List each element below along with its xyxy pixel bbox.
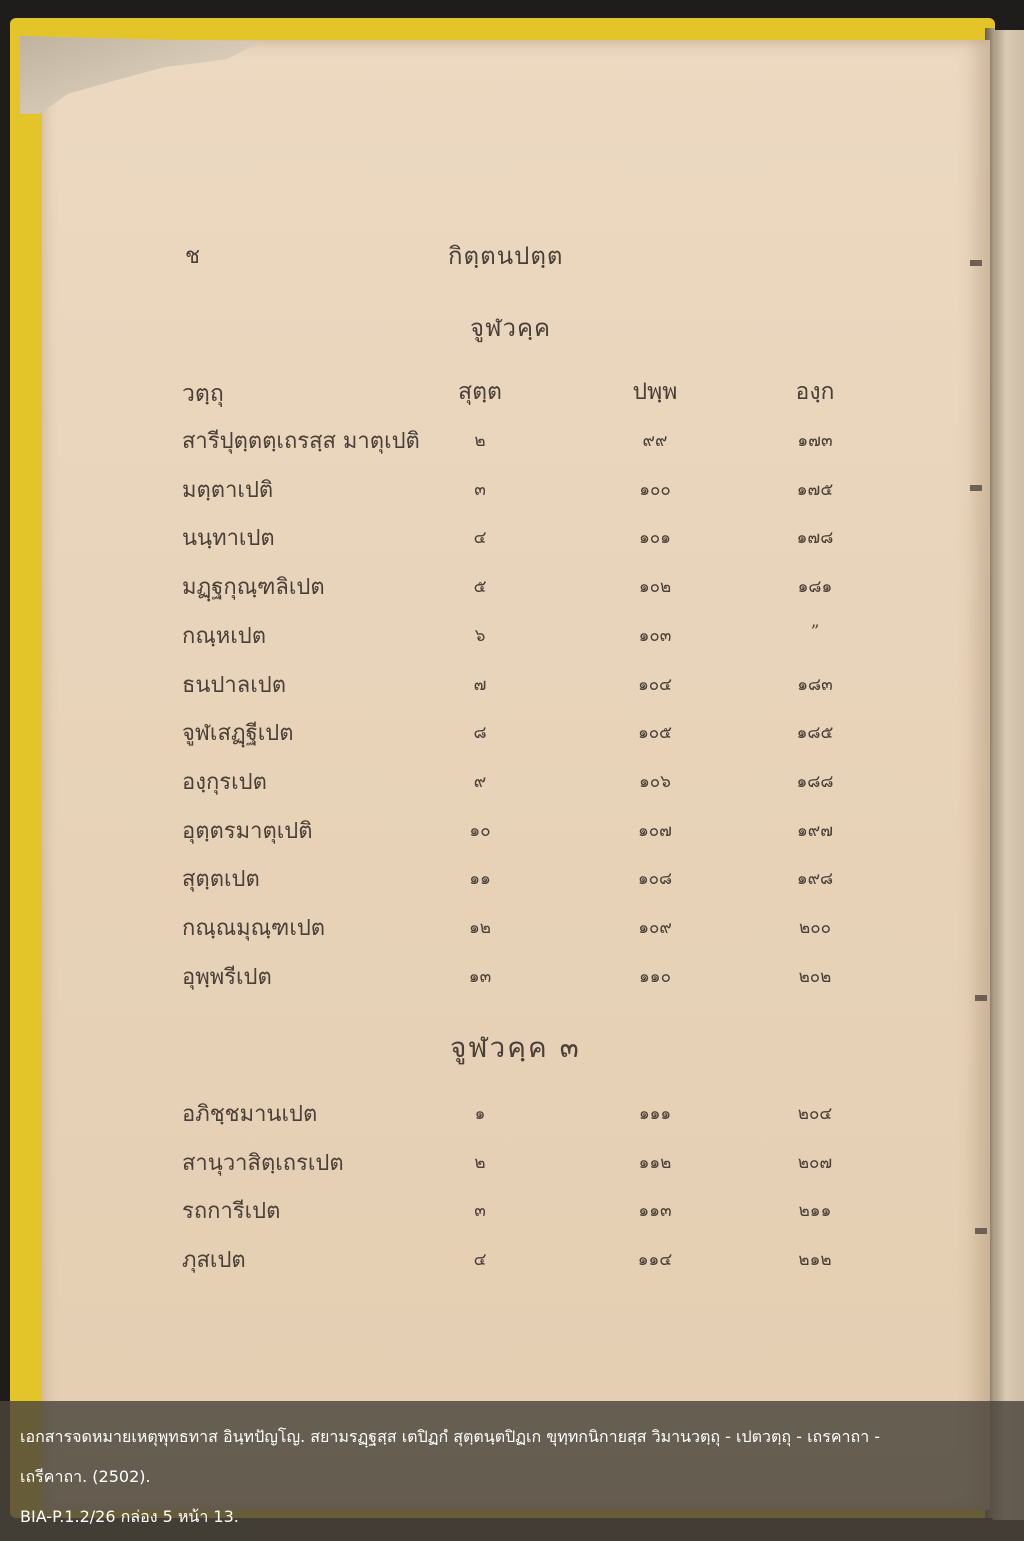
table-row xyxy=(0,417,1024,457)
row-c2: ๑๐๕ xyxy=(637,723,673,744)
row-c2: ๑๐๙ xyxy=(638,918,672,938)
page-title: กิตฺตนปตฺต xyxy=(448,242,564,270)
row-c3: ๒๐๒ xyxy=(798,966,832,987)
section2-title: จูฬวคฺค ๓ xyxy=(450,1031,581,1064)
row-c3: ๑๙๘ xyxy=(796,869,834,890)
binding-mark xyxy=(970,260,982,266)
table-row xyxy=(0,758,1024,798)
row-c2: ๑๐๐ xyxy=(639,479,671,500)
column-header-row xyxy=(0,370,1024,410)
column-header-name: วตฺถุ xyxy=(182,381,224,407)
row-c3: ๒๐๗ xyxy=(797,1152,833,1173)
table-row xyxy=(0,855,1024,895)
row-c3: ๑๗๕ xyxy=(796,479,834,500)
row-name: จูฬเสฏฺฐีเปต xyxy=(182,721,294,747)
table-row xyxy=(0,1236,1024,1276)
row-c3: ๑๗๓ xyxy=(797,431,833,451)
section-title: จูฬวคฺค xyxy=(470,314,552,342)
row-c1: ๙ xyxy=(473,771,487,792)
row-c2: ๑๐๔ xyxy=(637,674,673,695)
table-row xyxy=(0,1090,1024,1130)
row-name: องฺกุรเปต xyxy=(182,769,267,795)
row-name: กณฺหเปต xyxy=(182,623,267,649)
row-c3: ๒๐๔ xyxy=(797,1104,833,1124)
row-c2: ๑๐๗ xyxy=(638,820,672,841)
row-c3: ๑๘๘ xyxy=(796,771,834,792)
row-c1: ๒ xyxy=(474,1152,486,1173)
row-name: ธนปาลเปต xyxy=(182,672,287,698)
binding-mark xyxy=(975,1228,987,1234)
page-letter: ช xyxy=(185,244,200,269)
row-c1: ๗ xyxy=(473,674,487,695)
row-c2: ๑๑๑ xyxy=(638,1104,672,1124)
row-c1: ๑๒ xyxy=(469,918,491,938)
caption-line-2: เถรีคาถา. (2502). xyxy=(20,1467,151,1486)
row-c1: ๖ xyxy=(474,625,486,646)
row-c1: ๔ xyxy=(473,528,487,549)
row-c3: ๒๐๐ xyxy=(799,918,831,938)
row-name: อุพฺพรีเปต xyxy=(182,964,272,990)
row-c2: ๑๐๓ xyxy=(638,625,672,646)
row-c2: ๑๑๐ xyxy=(639,966,671,987)
row-name: อภิชฺชมานเปต xyxy=(182,1102,318,1127)
row-c1: ๑ xyxy=(474,1104,486,1124)
table-row xyxy=(0,1139,1024,1179)
table-row xyxy=(0,563,1024,603)
row-c3: ๑๘๕ xyxy=(796,723,834,744)
row-c2: ๑๑๔ xyxy=(637,1250,673,1271)
row-c2: ๑๑๓ xyxy=(638,1201,672,1222)
caption-line-3: BIA-P.1.2/26 กล่อง 5 หน้า 13. xyxy=(20,1507,239,1526)
table-row xyxy=(0,953,1024,993)
row-c2: ๑๑๒ xyxy=(638,1152,672,1173)
row-name: นนฺทาเปต xyxy=(182,526,275,552)
row-c1: ๓ xyxy=(474,1201,486,1222)
row-c1: ๓ xyxy=(474,479,486,500)
row-c1: ๑๑ xyxy=(469,869,491,890)
row-name: กณฺณมุณฺฑเปต xyxy=(182,916,326,941)
row-c2: ๑๐๑ xyxy=(639,528,671,549)
table-row xyxy=(0,1187,1024,1227)
row-c3: ” xyxy=(810,621,820,642)
table-row xyxy=(0,514,1024,554)
table-row xyxy=(0,466,1024,506)
row-c3: ๑๘๑ xyxy=(797,577,833,598)
caption-bar xyxy=(0,1401,1024,1541)
row-c1: ๒ xyxy=(474,431,486,451)
column-header-sutta: สุตฺต xyxy=(458,379,502,405)
row-c3: ๑๘๓ xyxy=(797,674,833,695)
row-name: สุตฺตเปต xyxy=(182,867,260,893)
row-c3: ๑๗๘ xyxy=(796,528,834,549)
column-header-pabba: ปพฺพ xyxy=(632,379,678,405)
row-c2: ๑๐๒ xyxy=(638,577,672,598)
row-name: รถการีเปต xyxy=(182,1199,281,1225)
row-name: ภุสเปต xyxy=(182,1248,246,1274)
row-name: สานุวาสิตฺเถรเปต xyxy=(182,1150,344,1176)
row-name: มฏฺฐกุณฺฑลิเปต xyxy=(182,575,325,601)
column-header-anga: องฺก xyxy=(795,379,835,405)
table-row xyxy=(0,807,1024,847)
row-c1: ๑๓ xyxy=(468,966,492,987)
row-c2: ๙๙ xyxy=(642,431,668,451)
caption-line-1: เอกสารจดหมายเหตุพุทธทาส อินฺทปัญโญ. สยามรฏฺฐสฺส เตปิฏกํ สุตฺตนฺตปิฏเก ขุทฺทกนิกายสฺส วิมานวตฺถุ - เปตวตฺถุ - เถรคาถา - xyxy=(20,1427,881,1446)
row-c1: ๔ xyxy=(473,1250,487,1271)
table-row xyxy=(0,661,1024,701)
row-c3: ๒๑๒ xyxy=(798,1250,832,1271)
row-c1: ๕ xyxy=(473,577,487,598)
binding-mark xyxy=(975,995,987,1001)
row-c2: ๑๐๖ xyxy=(639,771,671,792)
row-name: อุตฺตรมาตุเปติ xyxy=(182,818,313,844)
row-c3: ๒๑๑ xyxy=(798,1201,832,1222)
row-c1: ๘ xyxy=(473,723,487,744)
row-name: สารีปุตฺตตฺเถรสฺส มาตุเปติ xyxy=(182,429,420,454)
row-c3: ๑๙๗ xyxy=(796,820,834,841)
table-row xyxy=(0,904,1024,944)
table-row xyxy=(0,612,1024,652)
table-row xyxy=(0,709,1024,749)
row-name: มตฺตาเปติ xyxy=(182,477,274,503)
row-c2: ๑๐๘ xyxy=(637,869,673,890)
row-c1: ๑๐ xyxy=(469,820,491,841)
